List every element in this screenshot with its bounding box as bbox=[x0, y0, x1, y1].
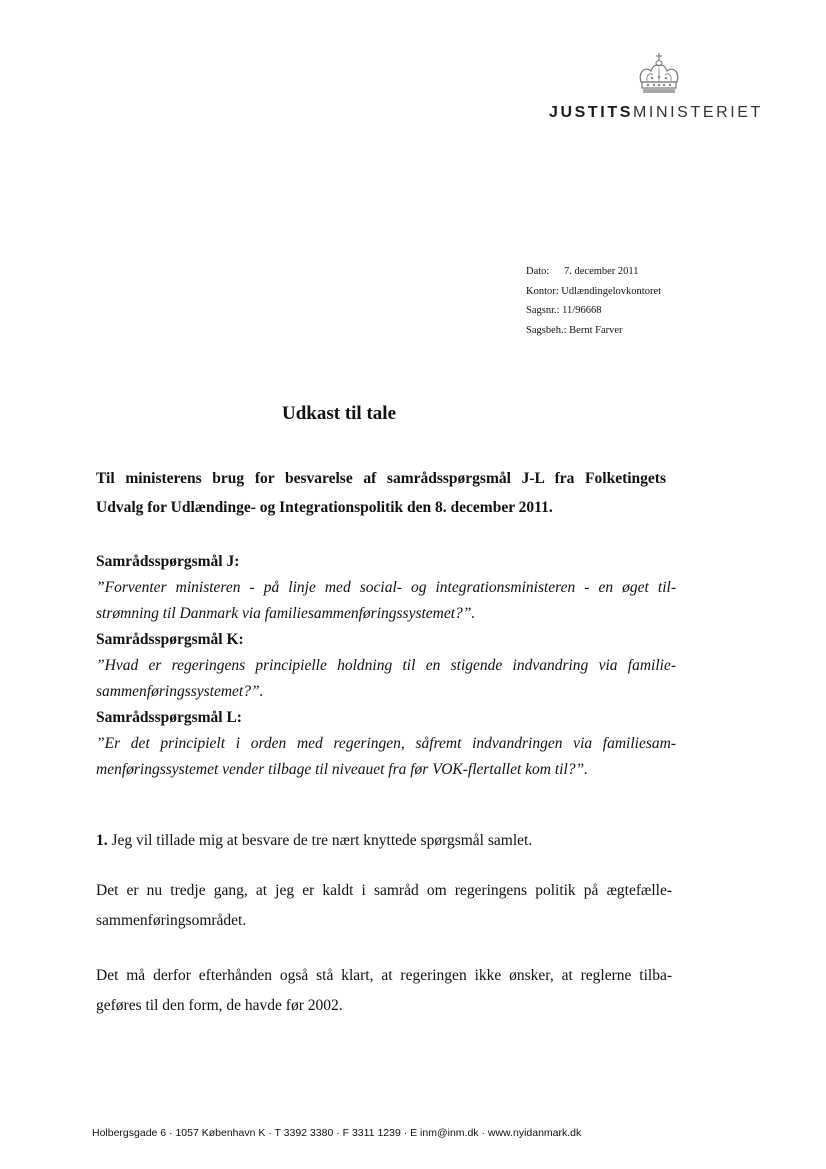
paragraph-1 bbox=[96, 826, 672, 856]
question-j-line: ”Forventer ministeren - på linje med social- og integrationsministeren - en øget til- bbox=[96, 579, 676, 596]
question-l-label: Samrådsspørgsmål L: bbox=[96, 709, 242, 726]
meta-dato-value: 7. december 2011 bbox=[564, 266, 639, 277]
paragraph-2 bbox=[96, 876, 672, 936]
questions-block bbox=[96, 549, 676, 783]
page-footer: Holbergsgade 6 · 1057 København K · T 3392 3380 · F 3311 1239 · E inm@inm.dk · www.nyidanmark.dk bbox=[92, 1127, 582, 1139]
paragraph-2-line: sammenføringsområdet. bbox=[96, 912, 247, 929]
question-l-line: ”Er det principielt i orden med regeringen, såfremt indvandringen via familiesam- bbox=[96, 735, 676, 752]
paragraph-2-line: Det er nu tredje gang, at jeg er kaldt i samråd om regeringens politik på ægtefælle- bbox=[96, 882, 672, 899]
question-j-label: Samrådsspørgsmål J: bbox=[96, 553, 240, 570]
paragraph-1-text: Jeg vil tillade mig at besvare de tre nært knyttede spørgsmål samlet. bbox=[111, 832, 533, 849]
paragraph-1-number: 1. bbox=[96, 832, 108, 849]
question-k-label: Samrådsspørgsmål K: bbox=[96, 631, 244, 648]
ministry-logo bbox=[545, 52, 777, 132]
question-k-line: sammenføringssystemet?”. bbox=[96, 683, 264, 700]
meta-sagsbeh-value: Bernt Farver bbox=[569, 324, 623, 336]
paragraph-3-line: geføres til den form, de havde før 2002. bbox=[96, 997, 343, 1014]
meta-kontor bbox=[526, 282, 661, 302]
ministry-name bbox=[549, 104, 763, 122]
meta-dato bbox=[526, 262, 661, 282]
question-k-text bbox=[96, 653, 676, 705]
meta-sagsnr-value: 11/96668 bbox=[562, 305, 602, 316]
paragraph-1-line bbox=[96, 826, 672, 856]
meta-kontor-label: Kontor: bbox=[526, 285, 559, 297]
question-j-text bbox=[96, 575, 676, 627]
question-j-line: strømning til Danmark via familiesammenføringssystemet?”. bbox=[96, 605, 476, 622]
document-meta bbox=[526, 262, 661, 340]
ministry-name-bold: JUSTITS bbox=[549, 104, 633, 121]
crown-icon bbox=[635, 52, 683, 96]
document-subtitle bbox=[96, 464, 666, 522]
meta-sagsbeh bbox=[526, 321, 661, 341]
document-title: Udkast til tale bbox=[282, 403, 396, 424]
paragraph-3-line: Det må derfor efterhånden også stå klart, at regeringen ikke ønsker, at reglerne tilba- bbox=[96, 967, 672, 984]
question-k-line: ”Hvad er regeringens principielle holdning til en stigende indvandring via familie- bbox=[96, 657, 676, 674]
subtitle-line: Til ministerens brug for besvarelse af samrådsspørgsmål J-L fra Folketingets bbox=[96, 470, 666, 487]
meta-sagsbeh-label: Sagsbeh.: bbox=[526, 324, 567, 336]
meta-sagsnr-label: Sagsnr.: bbox=[526, 305, 560, 316]
question-l-text bbox=[96, 731, 676, 783]
meta-dato-label: Dato: bbox=[526, 266, 550, 277]
ministry-name-thin: MINISTERIET bbox=[633, 104, 763, 121]
paragraph-3 bbox=[96, 961, 672, 1021]
subtitle-line: Udvalg for Udlændinge- og Integrationspolitik den 8. december 2011. bbox=[96, 499, 553, 516]
meta-sagsnr bbox=[526, 301, 661, 321]
meta-kontor-value: Udlændingelovkontoret bbox=[561, 285, 662, 297]
question-l-line: menføringssystemet vender tilbage til niveauet fra før VOK-flertallet kom til?”. bbox=[96, 761, 589, 778]
